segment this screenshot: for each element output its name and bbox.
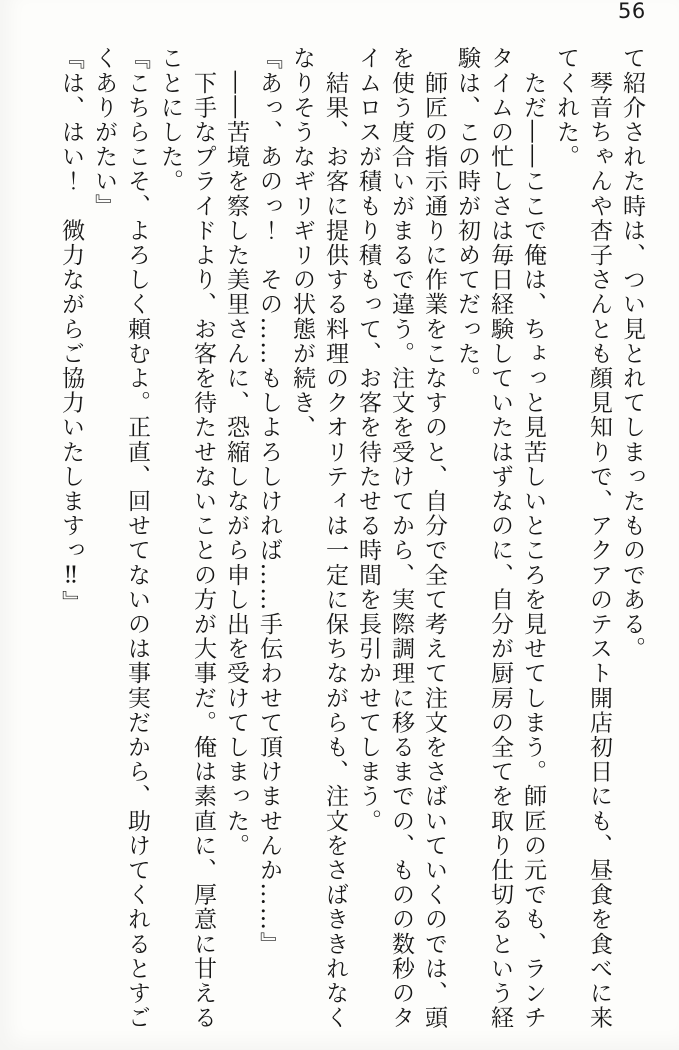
paragraph-dialogue: 『は、はい！ 微力ながらご協力いたしますっ‼』 <box>58 46 84 615</box>
paragraph-dialogue: 『こちらこそ、よろしく頼むよ。正直、回せてないのは事実だから、助けてくれるとすごくありがたい』 <box>91 46 150 1030</box>
paragraph-narration: 師匠の指示通りに作業をこなすのと、自分で全て考えて注文をさばいていくのでは、頭を使う度合いがまるで違う。注文を受けてから、実際調理に移るまでの、ものの数秒のタイムロスが積もり積もって、お客を待たせる時間を長引かせてしまう。 <box>355 46 447 1030</box>
paragraph-narration: ただ――ここで俺は、ちょっと見苦しいところを見せてしまう。師匠の元でも、ランチタイムの忙しさは毎日経験していたはずなのに、自分が厨房の全てを取り仕切るという経験は、この時が初めてだった。 <box>454 46 546 1030</box>
paragraph-narration: ――苦境を察した美里さんに、恐縮しながら申し出を受けてしまった。 <box>223 46 249 858</box>
page-number: 56 <box>618 0 646 23</box>
paragraph-narration: 下手なプライドより、お客を待たせないことの方が大事だ。俺は素直に、厚意に甘えることにした。 <box>157 46 216 1030</box>
paragraph-dialogue: 『あっ、あのっ！ その……もしよろしければ……手伝わせて頂けませんか……』 <box>256 46 282 957</box>
page-text <box>52 46 648 1036</box>
paragraph-continuation: て紹介された時は、つい見とれてしまったものである。 <box>619 46 645 661</box>
paragraph-narration: 結果、お客に提供する料理のクオリティは一定に保ちながらも、注文をさばききれなくなりそうなギリギリの状態が続き、 <box>289 46 348 1030</box>
paragraph-narration: 琴音ちゃんや杏子さんとも顔見知りで、アクアのテスト開店初日にも、昼食を食べに来てくれた。 <box>553 46 612 1030</box>
